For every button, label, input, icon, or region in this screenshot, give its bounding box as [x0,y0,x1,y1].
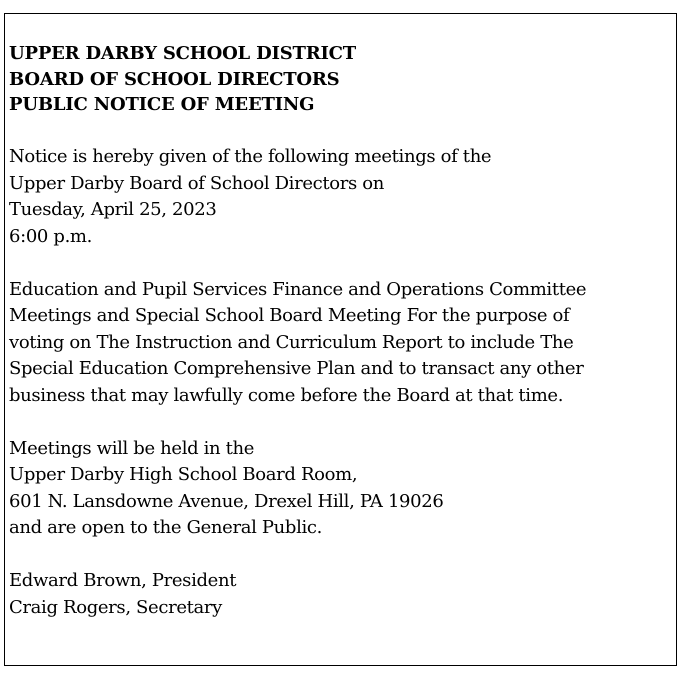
meeting-location-paragraph [9,436,676,542]
notice-title: PUBLIC NOTICE OF MEETING [9,94,315,115]
secretary-signatory: Craig Rogers, Secretary [9,596,222,618]
district-name: UPPER DARBY SCHOOL DISTRICT [9,43,356,64]
notice-intro-line: Notice is hereby given of the following meetings of the [9,146,492,167]
purpose-line: business that may lawfully come before the Board at that time. [9,384,564,406]
meeting-time: 6:00 p.m. [9,225,93,247]
president-signatory: Edward Brown, President [9,570,237,591]
purpose-line: Meetings and Special School Board Meeting For the purpose of [9,305,570,326]
purpose-line: Special Education Comprehensive Plan and to transact any other [9,358,584,379]
public-notice-box [4,13,677,666]
notice-heading [9,41,676,118]
meeting-date: Tuesday, April 25, 2023 [9,199,217,220]
board-name: BOARD OF SCHOOL DIRECTORS [9,68,340,90]
purpose-line: Education and Pupil Services Finance and Operations Committee [9,278,587,300]
meeting-purpose-paragraph [9,277,676,410]
location-intro: Meetings will be held in the [9,437,255,459]
purpose-line: voting on The Instruction and Curriculum Report to include The [9,331,574,353]
venue-name: Upper Darby High School Board Room, [9,464,358,485]
venue-address: 601 N. Lansdowne Avenue, Drexel Hill, PA 19026 [9,490,444,512]
public-access-note: and are open to the General Public. [9,517,322,538]
notice-board-line: Upper Darby Board of School Directors on [9,172,384,194]
meeting-notice-paragraph [9,144,676,250]
signatories-block [9,568,676,621]
